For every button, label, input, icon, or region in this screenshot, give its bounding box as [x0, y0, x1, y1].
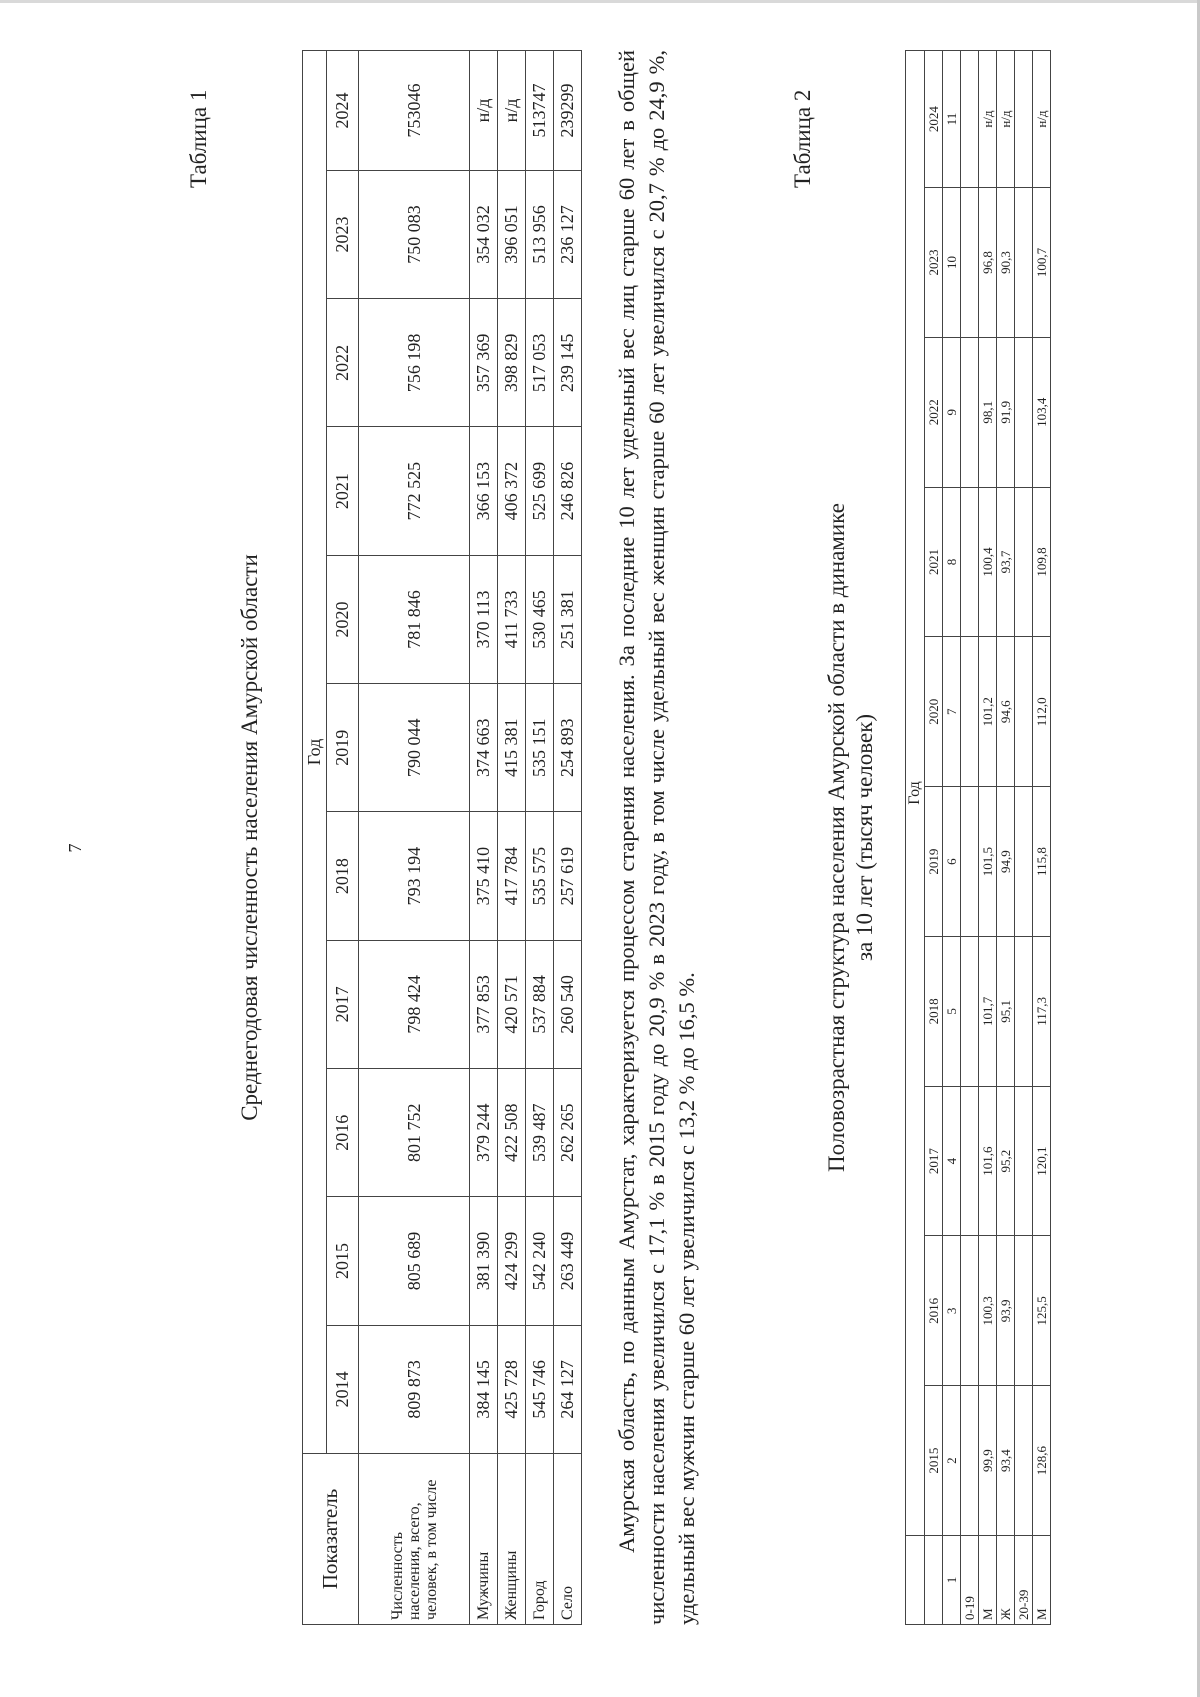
- t2-value-cell: [1015, 936, 1033, 1086]
- t2-value-cell: [1015, 637, 1033, 787]
- t1-row-label: Мужчины: [470, 1454, 498, 1625]
- t1-data-row: [498, 51, 526, 1625]
- t1-header-year: Год: [303, 51, 327, 1454]
- t1-value-cell: 375 410: [470, 812, 498, 940]
- t1-data-row: [526, 51, 554, 1625]
- t2-data-row: [1033, 51, 1051, 1625]
- t2-index-cell: 6: [943, 787, 961, 937]
- t1-value-cell: 753046: [359, 51, 470, 171]
- t1-value-cell: 354 032: [470, 170, 498, 298]
- t1-value-cell: 260 540: [554, 940, 582, 1068]
- t1-value-cell: 396 051: [498, 170, 526, 298]
- t2-value-cell: [1015, 1236, 1033, 1386]
- t1-value-cell: н/д: [498, 51, 526, 171]
- t2-data-row: [979, 51, 997, 1625]
- t1-value-cell: 809 873: [359, 1325, 470, 1453]
- t2-value-cell: 90,3: [997, 188, 1015, 338]
- t2-value-cell: 96,8: [979, 188, 997, 338]
- t2-value-cell: 120,1: [1033, 1086, 1051, 1236]
- t2-value-cell: [961, 1086, 979, 1236]
- t2-year-row: [925, 51, 943, 1625]
- t2-header-row: [906, 51, 925, 1625]
- t2-value-cell: [961, 787, 979, 937]
- t1-value-cell: 525 699: [526, 427, 554, 555]
- t1-value-cell: 517 053: [526, 299, 554, 427]
- t2-value-cell: 101,2: [979, 637, 997, 787]
- t2-value-cell: [1015, 487, 1033, 637]
- t1-value-cell: 542 240: [526, 1197, 554, 1325]
- t1-value-cell: 398 829: [498, 299, 526, 427]
- t1-value-cell: 530 465: [526, 555, 554, 683]
- t2-value-cell: 95,2: [997, 1086, 1015, 1236]
- t1-row-label: Численность населения, всего, человек, в том числе: [359, 1454, 470, 1625]
- t2-data-row: [961, 51, 979, 1625]
- t2-value-cell: 125,5: [1033, 1236, 1051, 1386]
- t1-year-cell: 2024: [327, 51, 359, 171]
- t2-value-cell: [1015, 337, 1033, 487]
- t1-year-cell: 2020: [327, 555, 359, 683]
- t1-header-indicator: Показатель: [303, 1454, 359, 1625]
- t1-value-cell: 263 449: [554, 1197, 582, 1325]
- t1-value-cell: 535 575: [526, 812, 554, 940]
- t1-value-cell: 513747: [526, 51, 554, 171]
- t1-value-cell: 406 372: [498, 427, 526, 555]
- t1-value-cell: 545 746: [526, 1325, 554, 1453]
- t2-year-cell: 2023: [925, 188, 943, 338]
- t2-value-cell: 101,7: [979, 936, 997, 1086]
- t2-data-row: [997, 51, 1015, 1625]
- t1-value-cell: 381 390: [470, 1197, 498, 1325]
- t2-value-cell: н/д: [997, 51, 1015, 188]
- t2-value-cell: 117,3: [1033, 936, 1051, 1086]
- t2-value-cell: н/д: [979, 51, 997, 188]
- t1-value-cell: 535 151: [526, 684, 554, 812]
- t1-value-cell: 370 113: [470, 555, 498, 683]
- t2-value-cell: 95,1: [997, 936, 1015, 1086]
- t2-value-cell: 128,6: [1033, 1386, 1051, 1536]
- t1-value-cell: 781 846: [359, 555, 470, 683]
- t1-value-cell: 424 299: [498, 1197, 526, 1325]
- t1-value-cell: 790 044: [359, 684, 470, 812]
- t2-value-cell: [961, 936, 979, 1086]
- t1-value-cell: 357 369: [470, 299, 498, 427]
- t2-value-cell: 100,4: [979, 487, 997, 637]
- t1-year-cell: 2021: [327, 427, 359, 555]
- t1-header-row: [303, 51, 327, 1625]
- t1-value-cell: 374 663: [470, 684, 498, 812]
- t2-year-cell: 2017: [925, 1086, 943, 1236]
- t1-value-cell: 366 153: [470, 427, 498, 555]
- t1-year-cell: 2014: [327, 1325, 359, 1453]
- t2-value-cell: 101,5: [979, 787, 997, 937]
- t1-value-cell: 537 884: [526, 940, 554, 1068]
- t2-year-empty: [925, 1536, 943, 1625]
- t1-data-row: [470, 51, 498, 1625]
- t2-value-cell: [961, 487, 979, 637]
- population-table: [302, 50, 582, 1625]
- t2-value-cell: [1015, 188, 1033, 338]
- t1-value-cell: 379 244: [470, 1069, 498, 1197]
- table1-caption: Таблица 1: [186, 89, 211, 188]
- t2-index-row: [943, 51, 961, 1625]
- t2-value-cell: [1015, 787, 1033, 937]
- t1-value-cell: 236 127: [554, 170, 582, 298]
- t2-year-cell: 2020: [925, 637, 943, 787]
- t2-index-cell: 11: [943, 51, 961, 188]
- t2-value-cell: 100,3: [979, 1236, 997, 1386]
- t2-row-label: М: [979, 1536, 997, 1625]
- t2-value-cell: 112,0: [1033, 637, 1051, 787]
- table2-caption: Таблица 2: [790, 89, 815, 188]
- t1-value-cell: 539 487: [526, 1069, 554, 1197]
- t2-value-cell: [961, 337, 979, 487]
- t2-value-cell: 100,7: [1033, 188, 1051, 338]
- t2-value-cell: 93,4: [997, 1386, 1015, 1536]
- t2-value-cell: [1015, 1386, 1033, 1536]
- t1-value-cell: 513 956: [526, 170, 554, 298]
- t2-value-cell: 93,9: [997, 1236, 1015, 1386]
- t2-value-cell: н/д: [1033, 51, 1051, 188]
- t1-value-cell: 422 508: [498, 1069, 526, 1197]
- t1-value-cell: 239299: [554, 51, 582, 171]
- table2-title: [823, 50, 879, 1625]
- t2-value-cell: 101,6: [979, 1086, 997, 1236]
- t1-year-cell: 2022: [327, 299, 359, 427]
- t2-value-cell: [961, 1236, 979, 1386]
- t2-value-cell: [1015, 1086, 1033, 1236]
- t2-index-cell: 5: [943, 936, 961, 1086]
- t2-value-cell: 91,9: [997, 337, 1015, 487]
- t2-row-label: 20-39: [1015, 1536, 1033, 1625]
- t2-year-cell: 2021: [925, 487, 943, 637]
- t2-index-cell: 3: [943, 1236, 961, 1386]
- t1-year-cell: 2015: [327, 1197, 359, 1325]
- t2-data-row: [1015, 51, 1033, 1625]
- t2-value-cell: 94,6: [997, 637, 1015, 787]
- t1-value-cell: 239 145: [554, 299, 582, 427]
- t1-value-cell: 251 381: [554, 555, 582, 683]
- t1-value-cell: 798 424: [359, 940, 470, 1068]
- t2-index-cell: 10: [943, 188, 961, 338]
- t2-year-cell: 2015: [925, 1386, 943, 1536]
- t2-value-cell: 94,9: [997, 787, 1015, 937]
- t2-value-cell: 99,9: [979, 1386, 997, 1536]
- t1-value-cell: 750 083: [359, 170, 470, 298]
- t1-year-cell: 2019: [327, 684, 359, 812]
- t1-value-cell: 384 145: [470, 1325, 498, 1453]
- t1-value-cell: 793 194: [359, 812, 470, 940]
- t2-index-label: 1: [943, 1536, 961, 1625]
- table1-title: Среднегодовая численность населения Амурской области: [237, 554, 262, 1121]
- t1-value-cell: 801 752: [359, 1069, 470, 1197]
- t2-year-cell: 2019: [925, 787, 943, 937]
- t1-year-cell: 2017: [327, 940, 359, 1068]
- t2-index-cell: 4: [943, 1086, 961, 1236]
- t2-header-empty: [906, 1536, 925, 1625]
- t1-row-label: Город: [526, 1454, 554, 1625]
- t2-value-cell: [961, 188, 979, 338]
- t1-value-cell: 257 619: [554, 812, 582, 940]
- t2-year-cell: 2018: [925, 936, 943, 1086]
- aging-paragraph: Амурская область, по данным Амурстат, характеризуется процессом старения населения. За последние 10 лет удельный вес лиц старше 60 лет в общей численности населения увеличился с 17,1 % в 2015 году до 20,9 % в 2023 году, в том числе удельный вес женщин старше 60 лет увеличился с 20,7 % до 24,9 %, удельный вес мужчин старше 60 лет увеличился с 13,2 % до 16,5 %.: [614, 50, 699, 1625]
- t2-row-label: Ж: [997, 1536, 1015, 1625]
- t1-value-cell: 264 127: [554, 1325, 582, 1453]
- t2-value-cell: 103,4: [1033, 337, 1051, 487]
- t2-value-cell: [961, 637, 979, 787]
- t1-year-cell: 2023: [327, 170, 359, 298]
- t2-year-cell: 2016: [925, 1236, 943, 1386]
- t1-value-cell: 262 265: [554, 1069, 582, 1197]
- table2-title-line1: Половозрастная структура населения Амурской области в динамике: [824, 503, 849, 1172]
- t2-year-cell: 2022: [925, 337, 943, 487]
- t2-header-year: Год: [906, 51, 925, 1536]
- t1-value-cell: 246 826: [554, 427, 582, 555]
- t1-value-cell: 772 525: [359, 427, 470, 555]
- t2-value-cell: 109,8: [1033, 487, 1051, 637]
- t1-value-cell: 377 853: [470, 940, 498, 1068]
- t2-row-label: М: [1033, 1536, 1051, 1625]
- t1-row-label: Село: [554, 1454, 582, 1625]
- t2-index-cell: 2: [943, 1386, 961, 1536]
- age-sex-structure-table: [905, 50, 1051, 1625]
- t2-row-label: 0-19: [961, 1536, 979, 1625]
- t1-year-row: [327, 51, 359, 1625]
- t2-value-cell: 98,1: [979, 337, 997, 487]
- t2-index-cell: 8: [943, 487, 961, 637]
- t1-value-cell: 415 381: [498, 684, 526, 812]
- t1-value-cell: 425 728: [498, 1325, 526, 1453]
- t1-value-cell: 254 893: [554, 684, 582, 812]
- t2-index-cell: 9: [943, 337, 961, 487]
- table2-title-line2: за 10 лет (тысяч человек): [852, 713, 877, 962]
- t2-value-cell: 115,8: [1033, 787, 1051, 937]
- t1-row-label: Женщины: [498, 1454, 526, 1625]
- t1-value-cell: н/д: [470, 51, 498, 171]
- t1-value-cell: 756 198: [359, 299, 470, 427]
- t1-data-row: [359, 51, 470, 1625]
- t1-value-cell: 420 571: [498, 940, 526, 1068]
- t1-year-cell: 2018: [327, 812, 359, 940]
- t1-data-row: [554, 51, 582, 1625]
- t2-value-cell: 93,7: [997, 487, 1015, 637]
- t2-year-cell: 2024: [925, 51, 943, 188]
- t2-value-cell: [1015, 51, 1033, 188]
- t1-value-cell: 417 784: [498, 812, 526, 940]
- t2-value-cell: [961, 51, 979, 188]
- t2-value-cell: [961, 1386, 979, 1536]
- t1-value-cell: 411 733: [498, 555, 526, 683]
- t2-index-cell: 7: [943, 637, 961, 787]
- page-number: 7: [65, 843, 85, 853]
- t1-value-cell: 805 689: [359, 1197, 470, 1325]
- t1-year-cell: 2016: [327, 1069, 359, 1197]
